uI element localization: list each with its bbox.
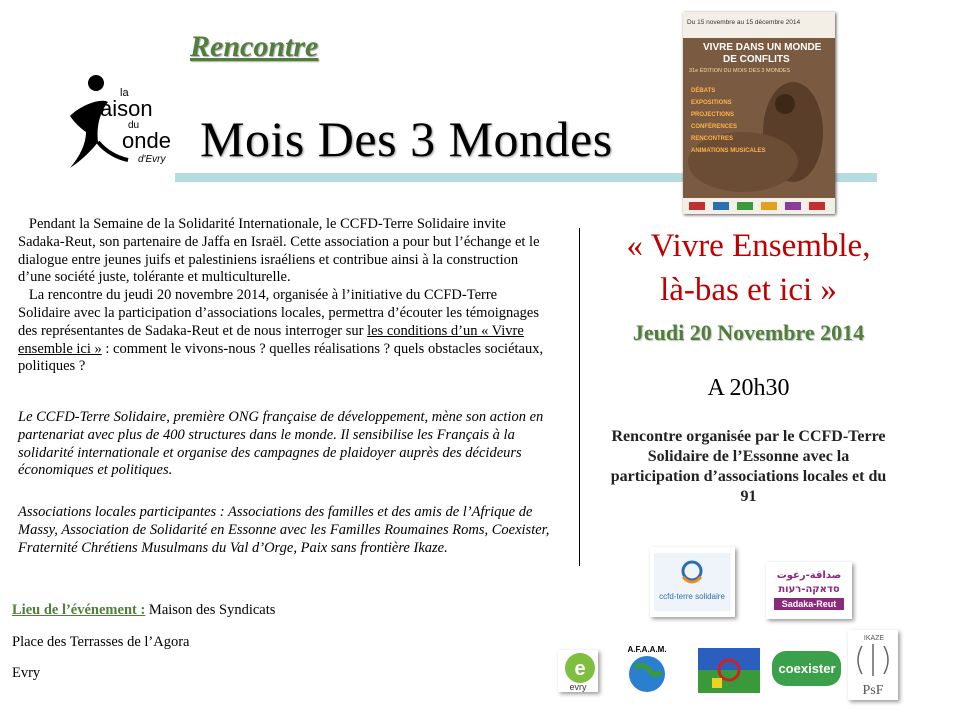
intro-text (18, 216, 553, 376)
intro-paragraph-2-start: La rencontre du jeudi 20 novembre 2014, organisée à l’initiative du CCFD-Terre Solidaire avec la participation d’associations locales, permettra d’écouter les témoignages des représentantes de Sadaka-Reut et de nous interroger sur (18, 287, 539, 339)
poster-item-5: RENCONTRES (691, 136, 734, 142)
event-date: Jeudi 20 Novembre 2014 (632, 320, 865, 345)
conditions-link[interactable]: les conditions d’un « Vivre ensemble ici » (18, 322, 524, 357)
venue-city: Evry (12, 665, 41, 681)
poster-item-6: ANIMATIONS MUSICALES (691, 148, 766, 154)
paix-sans-frontiere-logo (848, 630, 898, 700)
logo-text-du: du (128, 120, 140, 131)
logo-text-aison: aison (100, 96, 153, 121)
event-organizer: Rencontre organisée par le CCFD-Terre Solidaire de l’Essonne avec la participation d’associations locales et du 91 (610, 428, 887, 505)
poster-item-3: PROJECTIONS (691, 112, 735, 118)
afaam-logo-text: A.F.A.A.M. (627, 645, 667, 654)
sadaka-hebrew: סדאקה-רעות (778, 584, 840, 595)
poster-subtitle: 31e ÉDITION DU MOIS DES 3 MONDES (689, 68, 791, 74)
sadaka-latin: Sadaka-Reut (781, 599, 837, 609)
maison-du-monde-logo (62, 72, 180, 172)
venue-line (12, 600, 275, 620)
sadaka-reut-logo (766, 562, 852, 619)
psf-logo-text: PsF (862, 683, 884, 698)
logo-text-evry: d'Evry (138, 154, 166, 165)
event-time: A 20h30 (707, 375, 790, 401)
evry-logo (558, 650, 598, 692)
logo-text-onde: onde (122, 128, 171, 153)
psf-top-text: IKAZE (863, 635, 885, 642)
local-associations: Associations locales participantes : Associations des familles et des amis de l’Afrique de Massy, Association de Solidarité en Essonne avec les Familles Roumaines Roms, Coexister, Fraternité Chrétiens Musulmans du Val d’Orge, Paix sans frontière Ikaze. (18, 504, 550, 556)
poster-headline-1: VIVRE DANS UN MONDE (703, 42, 822, 53)
intro-paragraph-1 (18, 216, 553, 287)
poster-item-4: CONFÉRENCES (691, 124, 738, 130)
ccfd-logo-text: ccfd-terre solidaire (659, 592, 725, 601)
ccfd-description: Le CCFD-Terre Solidaire, première ONG française de développement, mène son action en partenariat avec plus de 400 structures dans le monde. Il sensibilise les Français à la solidarité internationale et organise des campagnes de plaidoyer auprès des décideurs économiques et politiques. (18, 409, 544, 479)
event-title-line-1: « Vivre Ensemble, (626, 228, 871, 264)
evry-logo-text: evry (569, 682, 587, 692)
column-divider (579, 228, 580, 566)
coexister-logo-text: coexister (778, 661, 836, 676)
event-title-line-2: là-bas et ici » (660, 272, 837, 308)
svg-text:e: e (574, 658, 586, 680)
venue-address: Place des Terrasses de l’Agora (12, 634, 190, 650)
intro-paragraph-2-end: : comment le vivons-nous ? quelles réalisations ? quels obstacles sociétaux, politiques ? (18, 340, 544, 375)
intro-paragraph-2 (18, 287, 553, 376)
ccfd-logo (650, 547, 735, 617)
poster-headline-2: DE CONFLITS (723, 54, 790, 65)
event-title (586, 224, 911, 312)
coexister-logo (770, 647, 843, 690)
venue-name: Maison des Syndicats (145, 602, 276, 618)
poster-dates: Du 15 novembre au 15 décembre 2014 (687, 19, 801, 26)
poster-item-1: DÉBATS (691, 88, 716, 94)
intro-paragraph-1-text: Pendant la Semaine de la Solidarité Internationale, le CCFD-Terre Solidaire invite Sadaka-Reut, son partenaire de Jaffa en Israël. Cette association a pour but l’échange et le dialogue entre jeunes juifs et palestiniens israéliens et contribue ainsi à la construction d’une société juste, tolérante et multiculturelle. (18, 216, 540, 286)
afaam-logo (613, 640, 681, 696)
venue-label: Lieu de l’événement : (12, 602, 146, 618)
event-poster (683, 12, 835, 214)
logo-text-la: la (120, 87, 129, 99)
poster-item-2: EXPOSITIONS (691, 100, 732, 106)
page-title: Mois Des 3 Mondes (200, 111, 613, 167)
section-kicker: Rencontre (190, 30, 319, 63)
roms-association-logo (698, 648, 760, 693)
sadaka-arabic: صداقة-رعوت (776, 570, 842, 581)
